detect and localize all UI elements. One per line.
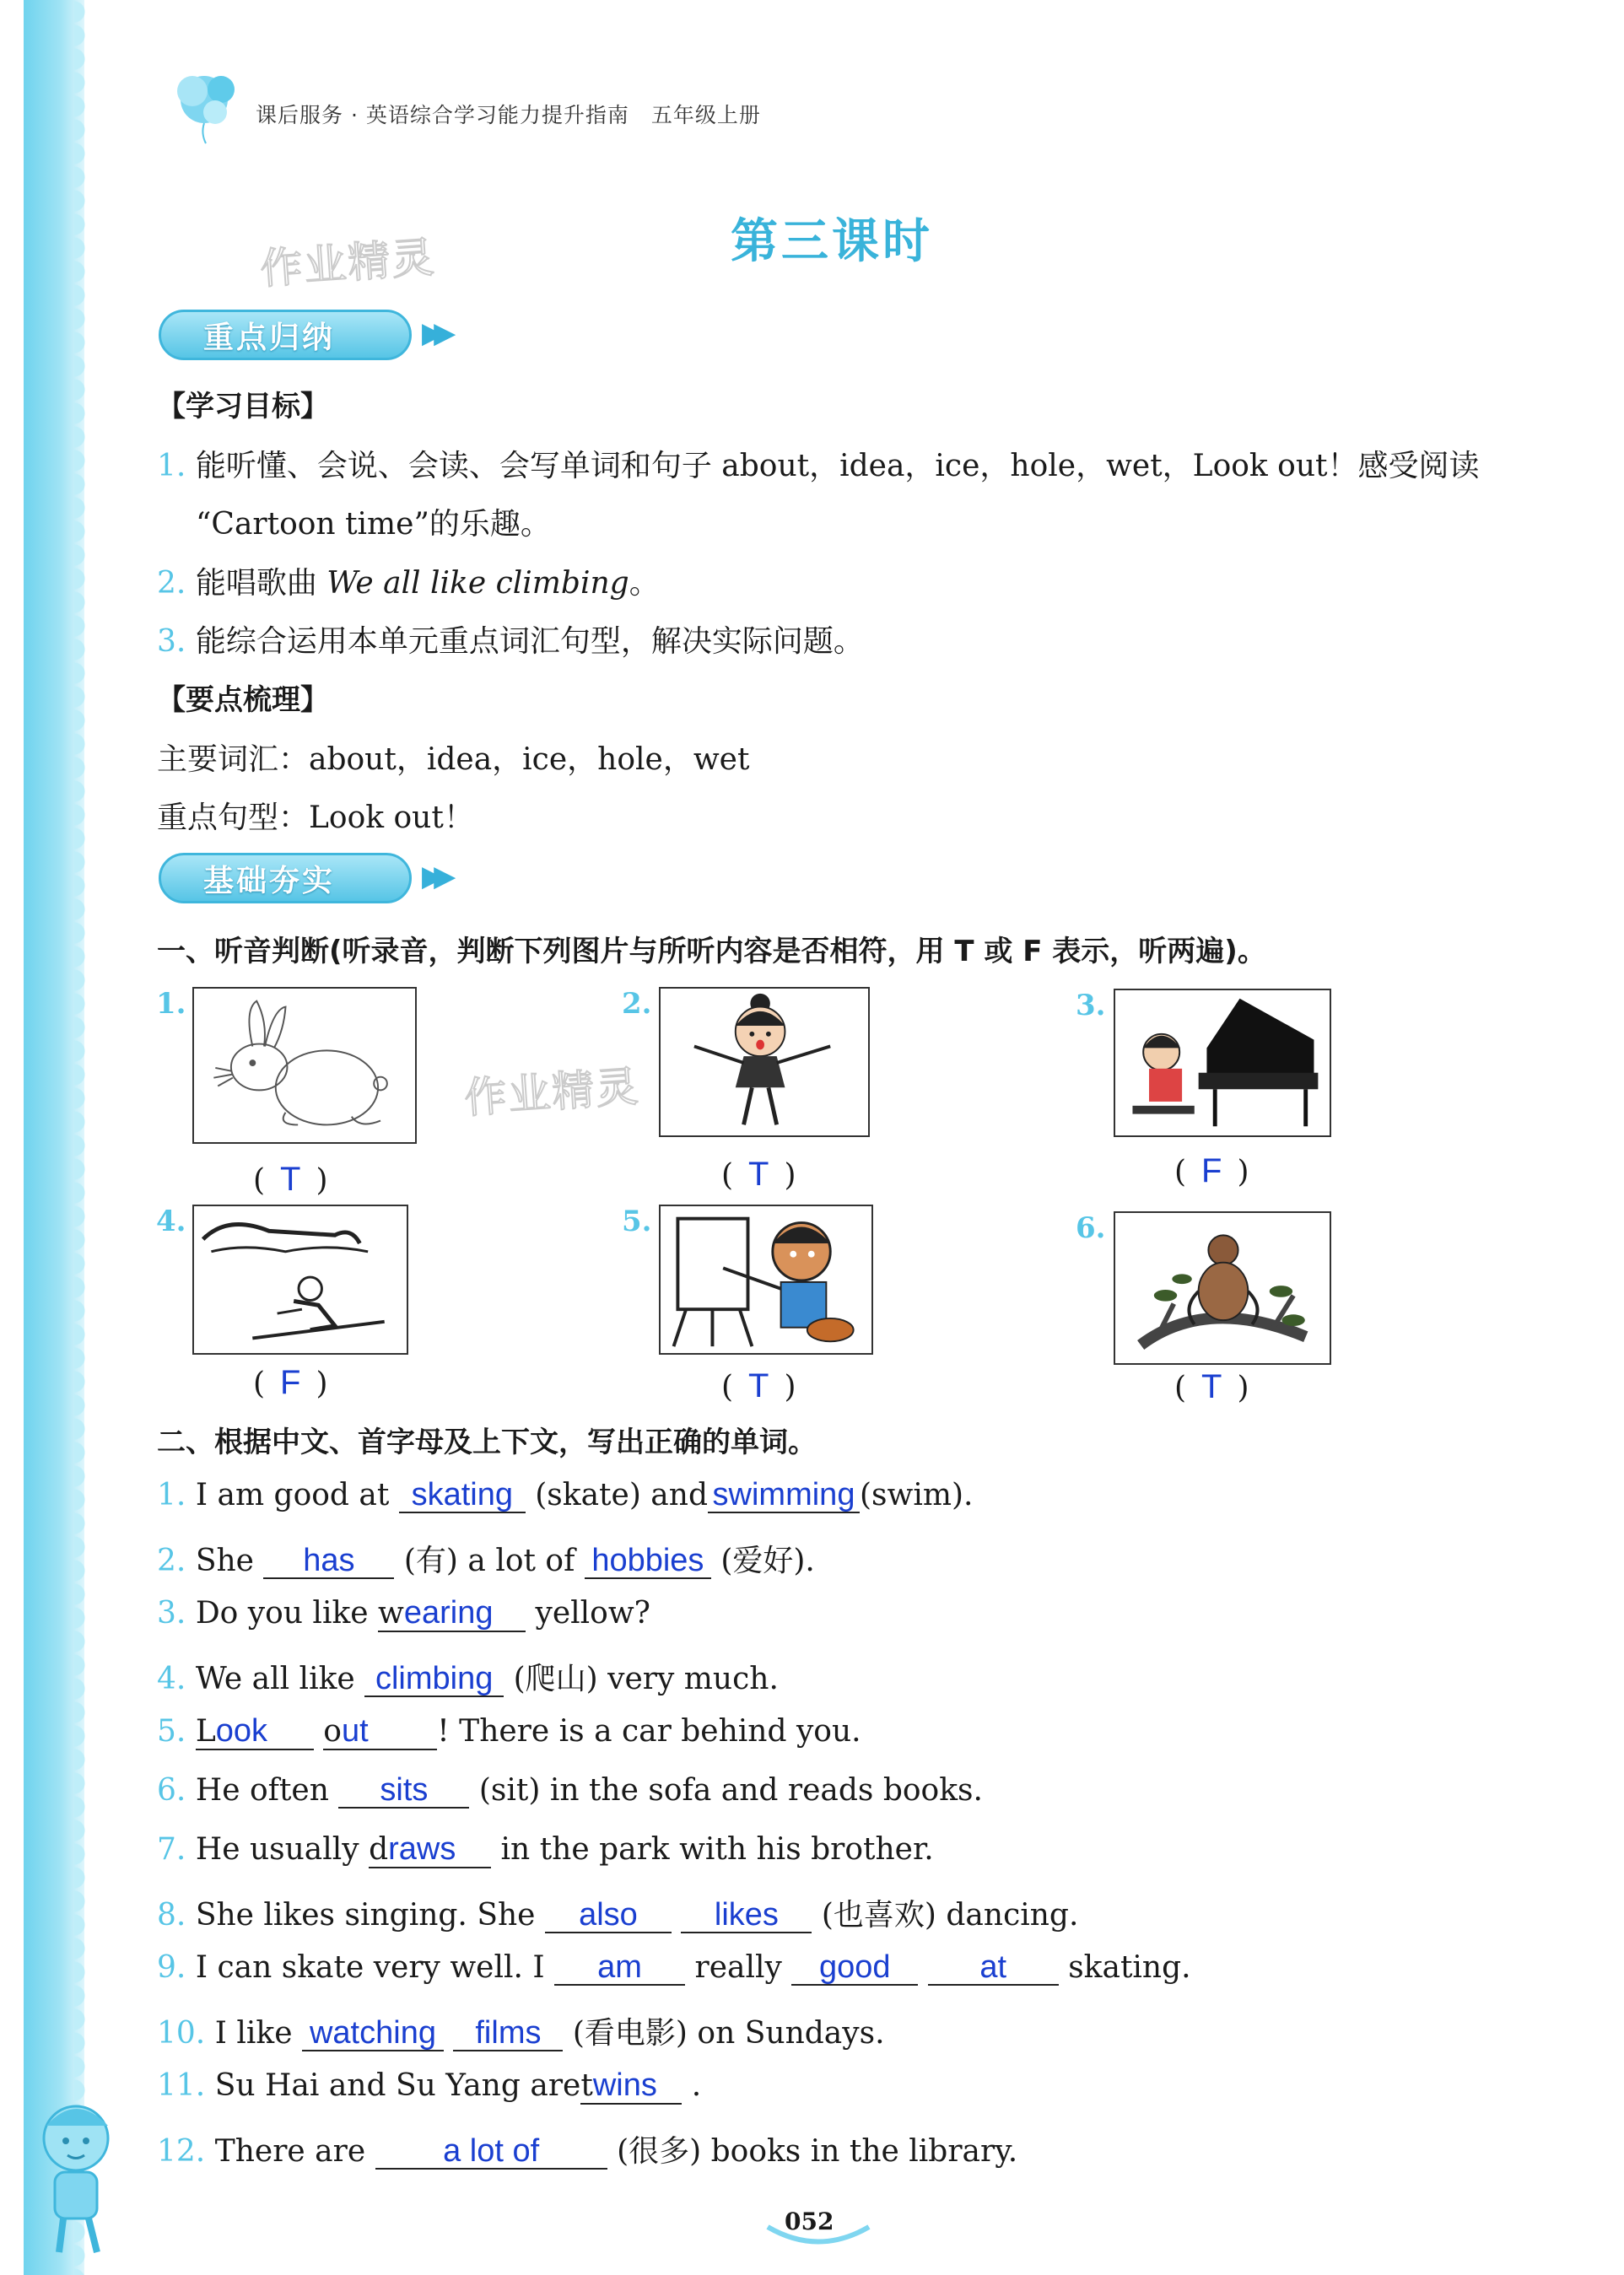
answer-blank[interactable]: swimming xyxy=(708,1478,860,1513)
item-number: 6. xyxy=(157,1773,186,1808)
section-banner-basics xyxy=(159,853,412,903)
item-number: 3. xyxy=(157,1596,186,1631)
picture-number: 3. xyxy=(1076,989,1106,1022)
paren: ) xyxy=(316,1367,328,1401)
watermark: 作业精灵 xyxy=(258,232,438,294)
double-arrow-icon: ▶▶ xyxy=(422,316,446,350)
picture-number: 4. xyxy=(156,1205,186,1238)
answer-blank[interactable]: also xyxy=(545,1898,672,1933)
picture-number: 2. xyxy=(622,987,652,1021)
question-text: in the park with his brother. xyxy=(500,1832,934,1867)
objective-text-end: 。 xyxy=(629,566,660,601)
answer-blank[interactable]: sits xyxy=(338,1773,469,1809)
question-text: . xyxy=(691,2068,702,2103)
picture-number: 5. xyxy=(622,1205,652,1238)
answer-blank[interactable]: hobbies xyxy=(585,1544,711,1579)
initial-letter: w xyxy=(378,1596,404,1631)
answer-blank[interactable] xyxy=(323,1714,437,1750)
question-text: (爬山) very much. xyxy=(513,1662,779,1696)
answer-text: raws xyxy=(388,1831,456,1867)
question-row xyxy=(157,1773,983,1809)
answer-box xyxy=(721,1156,796,1194)
initial-letter: o xyxy=(323,1714,342,1749)
question-row xyxy=(157,2068,701,2105)
initial-letter: t xyxy=(580,2068,593,2103)
answer-value: T xyxy=(748,1156,769,1193)
question-text: She likes singing. She xyxy=(195,1898,536,1933)
question-text: (看电影) on Sundays. xyxy=(572,2016,885,2051)
objective-text: 能听懂、会说、会读、会写单词和句子 about，idea，ice，hole，wet，Look out！感受阅读 xyxy=(195,449,1480,483)
objective-item xyxy=(157,617,864,660)
question-row xyxy=(157,2009,885,2052)
picture-number: 1. xyxy=(156,987,186,1021)
answer-text: ut xyxy=(341,1713,369,1749)
answer-blank[interactable]: watching xyxy=(302,2016,444,2051)
item-number: 12. xyxy=(157,2134,206,2169)
answer-box xyxy=(1174,1152,1249,1190)
question-text: I am good at xyxy=(195,1478,390,1512)
question-text: (有) a lot of xyxy=(403,1544,575,1578)
paren: ) xyxy=(1237,1155,1249,1189)
paren: ) xyxy=(784,1158,796,1193)
item-number: 7. xyxy=(157,1832,186,1867)
question-text: yellow? xyxy=(535,1596,650,1631)
objective-item xyxy=(157,442,1480,485)
picture-piano xyxy=(1114,989,1331,1137)
answer-box xyxy=(253,1161,328,1199)
lesson-title: 第三课时 xyxy=(731,214,933,269)
answer-value: T xyxy=(1201,1368,1222,1405)
answer-value: F xyxy=(280,1364,301,1401)
balloons-icon xyxy=(169,66,249,146)
initial-letter: d xyxy=(369,1832,389,1867)
swimming-skiing-icon xyxy=(194,1206,407,1353)
item-number: 5. xyxy=(157,1714,186,1749)
question-text: Su Hai and Su Yang are xyxy=(214,2068,581,2103)
answer-text: earing xyxy=(403,1595,494,1631)
picture-girl-dancing xyxy=(659,987,870,1137)
watermark: 作业精灵 xyxy=(462,1061,642,1124)
question-row xyxy=(157,1596,650,1632)
picture-boy-painting xyxy=(659,1205,873,1355)
double-arrow-icon: ▶▶ xyxy=(422,860,446,893)
question-text: He usually xyxy=(195,1832,359,1867)
answer-value: T xyxy=(280,1161,301,1198)
question-text: I like xyxy=(214,2016,293,2051)
song-title: We all like climbing xyxy=(326,566,629,601)
answer-box xyxy=(253,1364,328,1402)
question-row xyxy=(157,1537,815,1580)
part2-title: 二、根据中文、首字母及上下文，写出正确的单词。 xyxy=(157,1426,817,1459)
question-text: (skate) and xyxy=(535,1478,708,1512)
answer-text: wins xyxy=(592,2067,657,2103)
question-text: I can skate very well. I xyxy=(195,1950,545,1985)
paren: ( xyxy=(1174,1371,1187,1405)
answer-blank[interactable]: am xyxy=(554,1950,685,1986)
paren: ( xyxy=(721,1370,734,1404)
initial-letter: L xyxy=(195,1714,216,1749)
item-number: 4. xyxy=(157,1662,186,1696)
question-text: Do you like xyxy=(195,1596,369,1631)
question-row xyxy=(157,1891,1078,1934)
item-number: 10. xyxy=(157,2016,206,2051)
book-header-title: 课后服务 · 英语综合学习能力提升指南 五年级上册 xyxy=(256,103,761,127)
answer-blank[interactable] xyxy=(196,1714,314,1750)
section-banner-label: 重点归纳 xyxy=(203,320,336,355)
answer-value: F xyxy=(1201,1152,1222,1189)
answer-blank[interactable] xyxy=(369,1832,491,1868)
item-number: 2. xyxy=(157,1544,186,1578)
paren: ) xyxy=(1237,1371,1249,1405)
question-text: (sit) in the sofa and reads books. xyxy=(478,1773,983,1808)
answer-box xyxy=(1174,1368,1249,1406)
part1-title: 一、听音判断(听录音，判断下列图片与所听内容是否相符，用 T 或 F 表示，听两遍)。 xyxy=(157,935,1266,968)
question-row xyxy=(157,1478,973,1513)
objective-text: 能综合运用本单元重点词汇句型，解决实际问题。 xyxy=(195,624,864,659)
question-text: She xyxy=(195,1544,254,1578)
question-row xyxy=(157,1832,934,1868)
objective-text: 能唱歌曲 xyxy=(195,566,327,601)
question-text: (也喜欢) dancing. xyxy=(821,1898,1079,1933)
paren: ( xyxy=(253,1163,266,1198)
question-text: (很多) books in the library. xyxy=(617,2134,1018,2169)
question-text: (爱好). xyxy=(720,1544,815,1578)
question-text: (swim). xyxy=(860,1478,974,1512)
picture-swim-ski xyxy=(192,1205,408,1355)
item-number: 2. xyxy=(157,566,186,601)
page-number: 052 xyxy=(785,2208,834,2235)
question-text: We all like xyxy=(195,1662,355,1696)
answer-blank[interactable]: at xyxy=(928,1950,1059,1986)
summary-pattern: 重点句型：Look out！ xyxy=(157,801,474,835)
answer-blank[interactable]: likes xyxy=(681,1898,812,1933)
answer-text: ook xyxy=(215,1713,267,1749)
item-number: 8. xyxy=(157,1898,186,1933)
picture-number: 6. xyxy=(1076,1211,1106,1245)
answer-value: T xyxy=(748,1367,769,1404)
question-text: really xyxy=(694,1950,782,1985)
question-row xyxy=(157,2127,1017,2170)
cartoon-kid-icon xyxy=(25,2092,135,2261)
item-number: 9. xyxy=(157,1950,186,1985)
section-banner-label: 基础夯实 xyxy=(203,863,336,898)
summary-heading: 【要点梳理】 xyxy=(157,683,329,717)
question-text: skating. xyxy=(1068,1950,1191,1985)
answer-blank[interactable]: skating xyxy=(399,1478,526,1513)
question-text: ! There is a car behind you. xyxy=(437,1714,861,1749)
question-row xyxy=(157,1950,1191,1986)
question-text: He often xyxy=(195,1773,329,1808)
answer-blank[interactable]: good xyxy=(791,1950,918,1986)
paren: ) xyxy=(316,1163,328,1198)
objectives-heading: 【学习目标】 xyxy=(157,390,329,423)
picture-rabbit xyxy=(192,987,417,1144)
item-number: 11. xyxy=(157,2068,206,2103)
summary-vocab: 主要词汇：about，idea，ice，hole，wet xyxy=(157,742,750,777)
paren: ( xyxy=(721,1158,734,1193)
question-text: There are xyxy=(214,2134,366,2169)
answer-blank[interactable] xyxy=(378,1596,526,1632)
answer-blank[interactable]: films xyxy=(453,2016,563,2051)
objective-item xyxy=(157,559,660,602)
question-row xyxy=(157,1714,861,1750)
picture-monkey-tree xyxy=(1114,1211,1331,1365)
item-number: 1. xyxy=(157,449,186,483)
section-banner-key-points xyxy=(159,310,412,360)
answer-blank[interactable] xyxy=(580,2068,682,2105)
paren: ( xyxy=(1174,1155,1187,1189)
monkey-climbing-icon xyxy=(1115,1213,1330,1363)
item-number: 1. xyxy=(157,1478,186,1512)
dancing-girl-icon xyxy=(661,989,868,1135)
answer-box xyxy=(721,1367,796,1405)
objective-item-continued: “Cartoon time”的乐趣。 xyxy=(196,507,551,542)
rabbit-icon xyxy=(194,989,415,1142)
painting-boy-icon xyxy=(661,1206,871,1353)
item-number: 3. xyxy=(157,624,186,659)
answer-blank[interactable]: has xyxy=(263,1544,394,1579)
answer-blank[interactable]: a lot of xyxy=(375,2134,607,2170)
question-row xyxy=(157,1655,779,1698)
decorative-side-edge xyxy=(74,0,98,2275)
paren: ) xyxy=(784,1370,796,1404)
paren: ( xyxy=(253,1367,266,1401)
answer-blank[interactable]: climbing xyxy=(364,1662,504,1697)
piano-icon xyxy=(1115,990,1330,1135)
